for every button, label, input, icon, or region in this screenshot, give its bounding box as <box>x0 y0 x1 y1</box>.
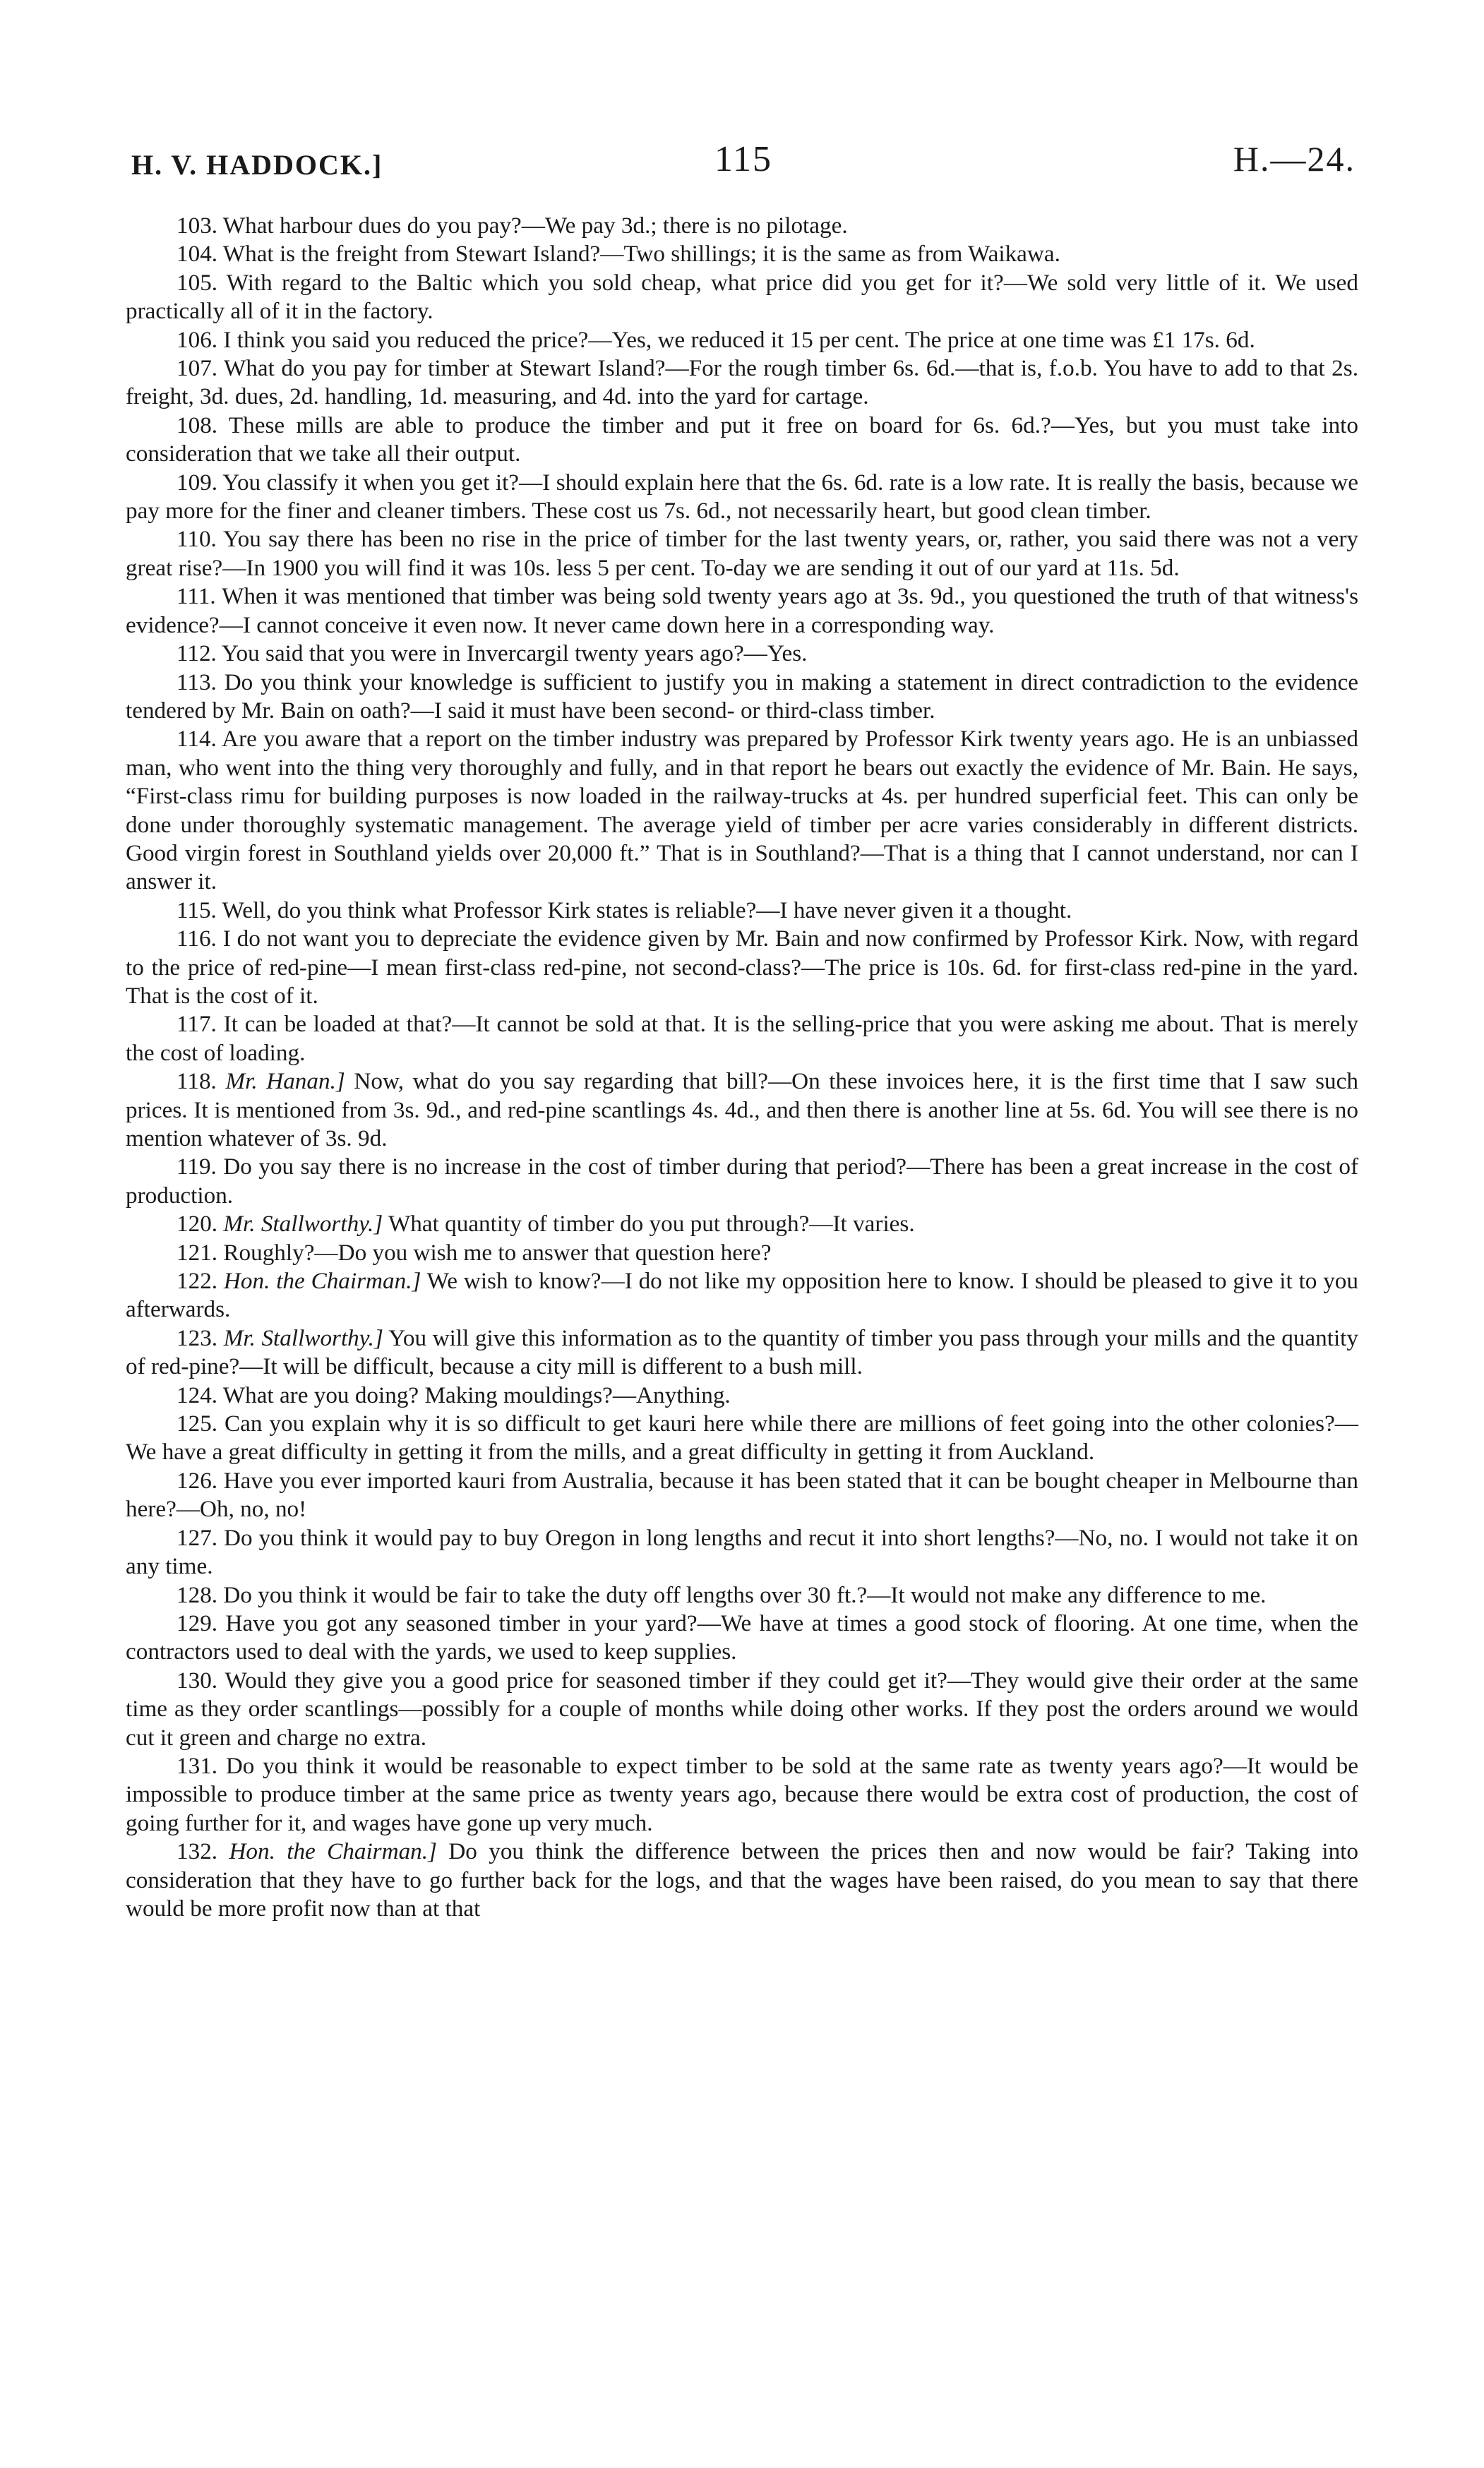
paragraph-text: We wish to know?—I do not like my opposition here to know. I should be pleased to give it to you afterwards. <box>126 1268 1358 1323</box>
paragraph-112: 112. You said that you were in Invercargil twenty years ago?—Yes. <box>176 640 808 667</box>
page-header <box>131 138 1356 195</box>
paragraph-103: 103. What harbour dues do you pay?—We pay 3d.; there is no pilotage. <box>176 212 848 239</box>
paragraph-124: 124. What are you doing? Making mouldings?—Anything. <box>176 1382 731 1408</box>
paragraph-text: Now, what do you say regarding that bill?—On these invoices here, it is the first time that I saw such prices. It is mentioned from 3s. 9d., and red-pine scantlings 4s. 4d., and then there is another line at 5s. 6d. You will see there is no mention whatever of 3s. 9d. <box>126 1068 1358 1151</box>
paragraph-number: 132. <box>176 1838 229 1865</box>
paragraph-118 <box>126 1067 1358 1153</box>
paragraph-107: 107. What do you pay for timber at Stewart Island?—For the rough timber 6s. 6d.—that is, f.o.b. You have to add to that 2s. freight, 3d. dues, 2d. handling, 1d. measuring, and 4d. into the yard for cartage. <box>126 355 1358 410</box>
paragraph-119: 119. Do you say there is no increase in the cost of timber during that period?—There has been a great increase in the cost of production. <box>126 1154 1358 1209</box>
paragraph-132 <box>126 1838 1358 1923</box>
paragraph-104: 104. What is the freight from Stewart Island?—Two shillings; it is the same as from Waikawa. <box>176 241 1060 268</box>
paragraph-text: What quantity of timber do you put through?—It varies. <box>383 1211 915 1238</box>
paragraph-126: 126. Have you ever imported kauri from Australia, because it has been stated that it can be bought cheaper in Melbourne than here?—Oh, no, no! <box>126 1467 1358 1523</box>
paragraph-111: 111. When it was mentioned that timber was being sold twenty years ago at 3s. 9d., you questioned the truth of that witness's evidence?—I cannot conceive it even now. It never came down here in a corresponding way. <box>126 583 1358 638</box>
speaker-label: Mr. Hanan.] <box>225 1068 345 1095</box>
paragraph-130: 130. Would they give you a good price for seasoned timber if they could get it?—They would give their order at the same time as they order scantlings—possibly for a couple of months while doing other works. If they post the orders around we would cut it green and charge no extra. <box>126 1667 1358 1751</box>
paragraph-122 <box>126 1267 1358 1324</box>
header-witness: H. V. HADDOCK.] <box>131 149 383 181</box>
document-reference: H.—24. <box>1233 139 1356 179</box>
paragraph-125: 125. Can you explain why it is so difficult to get kauri here while there are millions of feet going into the other colonies?—We have a great difficulty in getting it from the mills, and a great difficulty in getting it from Auckland. <box>126 1410 1358 1466</box>
paragraph-text: You will give this information as to the quantity of timber you pass through your mills and the quantity of red-pine?—It will be difficult, because a city mill is different to a bush mill. <box>126 1324 1358 1380</box>
page-number: 115 <box>714 139 773 179</box>
paragraph-number: 123. <box>176 1324 224 1351</box>
paragraph-text: Do you think the difference between the prices then and now would be fair? Taking into consideration that they have to go further back for the logs, and that the wages have been raised, do you mean to say that there would be more profit now than at that <box>126 1838 1358 1922</box>
paragraph-117: 117. It can be loaded at that?—It cannot be sold at that. It is the selling-price that you were asking me about. That is merely the cost of loading. <box>126 1011 1358 1066</box>
paragraph-116: 116. I do not want you to depreciate the evidence given by Mr. Bain and now confirmed by Professor Kirk. Now, with regard to the price of red-pine—I mean first-class red-pine, not second-class?—The price is 10s. 6d. for first-class red-pine in the yard. That is the cost of it. <box>126 926 1358 1009</box>
paragraph-131: 131. Do you think it would be reasonable to expect timber to be sold at the same rate as twenty years ago?—It would be impossible to produce timber at the same price as twenty years ago, because there would be extra cost of production, the cost of going further for it, and wages have gone up very much. <box>126 1752 1358 1836</box>
paragraph-number: 120. <box>176 1211 224 1238</box>
paragraph-120 <box>126 1210 1358 1238</box>
paragraph-113: 113. Do you think your knowledge is sufficient to justify you in making a statement in direct contradiction to the evidence tendered by Mr. Bain on oath?—I said it must have been second- or third-class timber. <box>126 669 1358 724</box>
paragraph-109: 109. You classify it when you get it?—I should explain here that the 6s. 6d. rate is a low rate. It is really the basis, because we pay more for the finer and cleaner timbers. These cost us 7s. 6d., not necessarily heart, but good clean timber. <box>126 469 1358 525</box>
paragraph-105: 105. With regard to the Baltic which you sold cheap, what price did you get for it?—We sold very little of it. We used practically all of it in the factory. <box>126 269 1358 325</box>
document-body <box>126 212 1358 1923</box>
paragraph-128: 128. Do you think it would be fair to take the duty off lengths over 30 ft.?—It would not make any difference to me. <box>176 1581 1267 1608</box>
paragraph-114: 114. Are you aware that a report on the timber industry was prepared by Professor Kirk twenty years ago. He is an unbiassed man, who went into the thing very thoroughly and fully, and in that report he bears out exactly the evidence of Mr. Bain. He says, “First-class rimu for building purposes is now loaded in the railway-trucks at 4s. per hundred superficial feet. This can only be done under thoroughly systematic management. The average yield of timber per acre varies considerably in different districts. Good virgin forest in Southland yields over 20,000 ft.” That is in Southland?—That is a thing that I cannot understand, nor can I answer it. <box>126 726 1358 895</box>
speaker-label: Mr. Stallworthy.] <box>223 1211 383 1238</box>
paragraph-129: 129. Have you got any seasoned timber in your yard?—We have at times a good stock of flooring. At one time, when the contractors used to deal with the yards, we used to keep supplies. <box>126 1610 1358 1665</box>
paragraph-127: 127. Do you think it would pay to buy Oregon in long lengths and recut it into short lengths?—No, no. I would not take it on any time. <box>126 1524 1358 1580</box>
paragraph-number: 118. <box>176 1068 226 1095</box>
paragraph-106: 106. I think you said you reduced the price?—Yes, we reduced it 15 per cent. The price at one time was £1 17s. 6d. <box>176 326 1255 353</box>
speaker-label: Hon. the Chairman.] <box>229 1838 437 1865</box>
paragraph-123 <box>126 1324 1358 1382</box>
paragraph-108: 108. These mills are able to produce the timber and put it free on board for 6s. 6d.?—Yes, but you must take into consideration that we take all their output. <box>126 412 1358 467</box>
speaker-label: Mr. Stallworthy.] <box>223 1324 383 1351</box>
paragraph-121: 121. Roughly?—Do you wish me to answer that question here? <box>176 1239 772 1266</box>
speaker-label: Hon. the Chairman.] <box>223 1268 421 1295</box>
paragraph-115: 115. Well, do you think what Professor Kirk states is reliable?—I have never given it a thought. <box>176 897 1072 923</box>
paragraph-number: 122. <box>176 1268 224 1295</box>
paragraph-110: 110. You say there has been no rise in the price of timber for the last twenty years, or, rather, you said there was not a very great rise?—In 1900 you will find it was 10s. less 5 per cent. To-day we are sending it out of our yard at 11s. 5d. <box>126 526 1358 581</box>
